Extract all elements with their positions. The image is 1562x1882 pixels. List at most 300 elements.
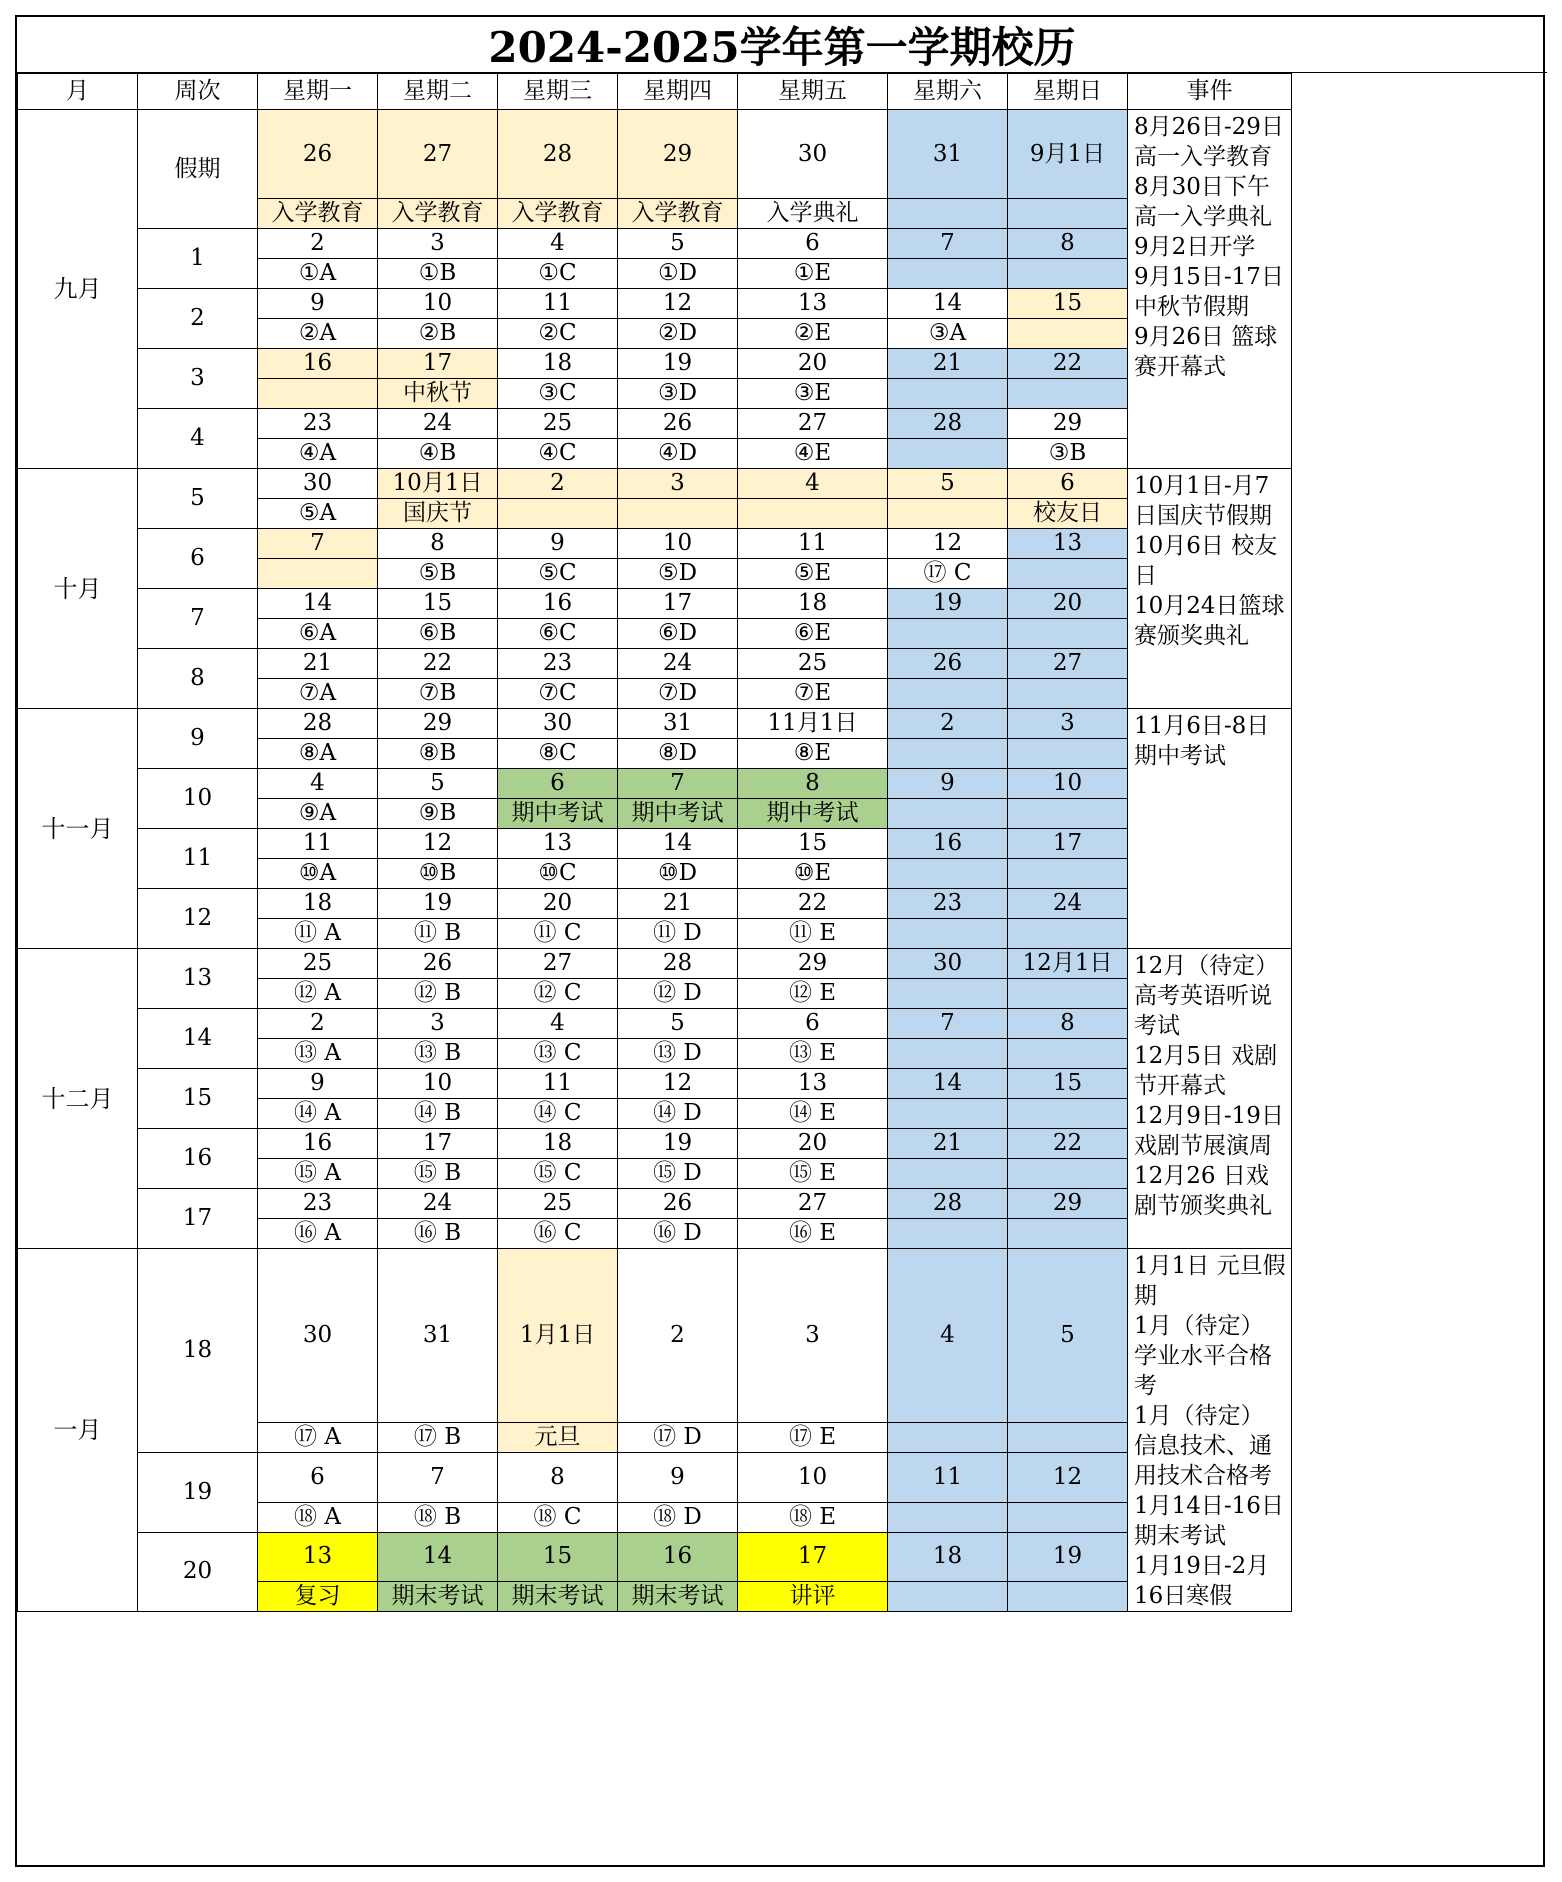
- day-date: 26: [618, 409, 738, 439]
- day-date: 9: [888, 769, 1008, 799]
- day-date: 7: [888, 1009, 1008, 1039]
- day-date: 12: [1008, 1453, 1128, 1503]
- day-note: ⑰ D: [618, 1423, 738, 1453]
- day-date: 28: [888, 409, 1008, 439]
- day-note: [1008, 739, 1128, 769]
- day-date: 25: [498, 1189, 618, 1219]
- day-note: [888, 379, 1008, 409]
- month-events: [1128, 949, 1292, 1249]
- day-note: ⑥D: [618, 619, 738, 649]
- day-date: 1月1日: [498, 1249, 618, 1423]
- day-date: 10: [378, 289, 498, 319]
- day-note: [888, 799, 1008, 829]
- day-note: [888, 679, 1008, 709]
- day-note: ⑭ C: [498, 1099, 618, 1129]
- day-note: ⑪ E: [738, 919, 888, 949]
- day-date: 29: [1008, 409, 1128, 439]
- day-date: 21: [888, 349, 1008, 379]
- day-date: 18: [498, 1129, 618, 1159]
- day-note: ⑥E: [738, 619, 888, 649]
- day-date: 26: [888, 649, 1008, 679]
- day-note: [1008, 979, 1128, 1009]
- day-date: 6: [738, 1009, 888, 1039]
- month-events: [1128, 1249, 1292, 1612]
- day-date: 25: [738, 649, 888, 679]
- calendar-body: [18, 110, 1292, 1612]
- week-date-row: [18, 1249, 1292, 1423]
- day-date: 27: [738, 1189, 888, 1219]
- day-note: 入学教育: [258, 199, 378, 229]
- header-thu: 星期四: [618, 74, 738, 110]
- week-date-row: [18, 229, 1292, 259]
- week-label: 6: [138, 529, 258, 589]
- day-note: [1008, 679, 1128, 709]
- day-date: 13: [738, 289, 888, 319]
- day-note: [1008, 919, 1128, 949]
- day-note: ②C: [498, 319, 618, 349]
- week-date-row: [18, 529, 1292, 559]
- day-date: 23: [888, 889, 1008, 919]
- day-note: ③C: [498, 379, 618, 409]
- day-note: ⑫ E: [738, 979, 888, 1009]
- day-note: ③A: [888, 319, 1008, 349]
- day-note: ④B: [378, 439, 498, 469]
- day-note: ⑤B: [378, 559, 498, 589]
- day-date: 28: [258, 709, 378, 739]
- day-date: 30: [738, 110, 888, 199]
- day-date: 29: [738, 949, 888, 979]
- day-note: ⑥C: [498, 619, 618, 649]
- day-date: 27: [378, 110, 498, 199]
- day-date: 11: [888, 1453, 1008, 1503]
- day-note: ⑯ D: [618, 1219, 738, 1249]
- day-note: ⑤A: [258, 499, 378, 529]
- page-title: 2024-2025学年第一学期校历: [17, 17, 1547, 73]
- day-note: ⑦D: [618, 679, 738, 709]
- day-date: 13: [498, 829, 618, 859]
- day-date: 12: [618, 289, 738, 319]
- day-note: ⑱ C: [498, 1502, 618, 1532]
- day-note: ⑧C: [498, 739, 618, 769]
- week-date-row: [18, 289, 1292, 319]
- day-date: 29: [1008, 1189, 1128, 1219]
- day-date: 2: [498, 469, 618, 499]
- day-note: 入学教育: [378, 199, 498, 229]
- day-note: ④E: [738, 439, 888, 469]
- week-date-row: [18, 1532, 1292, 1582]
- day-date: 7: [378, 1453, 498, 1503]
- day-note: ⑪ D: [618, 919, 738, 949]
- event-item: 10月6日 校友日: [1134, 533, 1278, 589]
- day-date: 21: [888, 1129, 1008, 1159]
- event-item: 1月（待定） 学业水平合格考: [1134, 1313, 1272, 1399]
- day-note: ⑫ A: [258, 979, 378, 1009]
- week-date-row: [18, 1453, 1292, 1503]
- day-note: ⑱ B: [378, 1502, 498, 1532]
- day-note: 期中考试: [738, 799, 888, 829]
- day-date: 6: [498, 769, 618, 799]
- day-note: ⑧D: [618, 739, 738, 769]
- day-note: [888, 979, 1008, 1009]
- day-date: 6: [738, 229, 888, 259]
- week-label: 18: [138, 1249, 258, 1453]
- day-date: 8: [1008, 229, 1128, 259]
- week-label: 8: [138, 649, 258, 709]
- day-date: 4: [498, 229, 618, 259]
- day-note: ⑥A: [258, 619, 378, 649]
- day-note: [1008, 319, 1128, 349]
- day-date: 17: [618, 589, 738, 619]
- event-item: 12月5日 戏剧节开幕式: [1134, 1043, 1278, 1099]
- day-note: ⑤D: [618, 559, 738, 589]
- day-note: [888, 1582, 1008, 1612]
- day-note: ⑫ B: [378, 979, 498, 1009]
- day-note: ⑮ A: [258, 1159, 378, 1189]
- week-label: 13: [138, 949, 258, 1009]
- day-note: ⑨A: [258, 799, 378, 829]
- header-row: [18, 74, 1292, 110]
- day-note: ⑭ A: [258, 1099, 378, 1129]
- day-note: [1008, 1039, 1128, 1069]
- event-item: 8月30日下午 高一入学典礼: [1134, 174, 1272, 230]
- day-date: 24: [618, 649, 738, 679]
- day-date: 13: [1008, 529, 1128, 559]
- day-date: 3: [378, 1009, 498, 1039]
- day-date: 20: [738, 349, 888, 379]
- event-item: 10月1日-月7日国庆节假期: [1134, 473, 1272, 529]
- day-date: 16: [618, 1532, 738, 1582]
- day-note: 期中考试: [498, 799, 618, 829]
- day-note: ⑧B: [378, 739, 498, 769]
- day-date: 15: [1008, 289, 1128, 319]
- month-label: 十一月: [18, 709, 138, 949]
- day-date: 16: [258, 1129, 378, 1159]
- event-item: 1月（待定） 信息技术、通用技术合格考: [1134, 1403, 1272, 1489]
- day-note: ⑯ C: [498, 1219, 618, 1249]
- day-date: 2: [618, 1249, 738, 1423]
- day-note: [888, 1219, 1008, 1249]
- day-date: 15: [738, 829, 888, 859]
- day-date: 4: [498, 1009, 618, 1039]
- day-note: [888, 1423, 1008, 1453]
- day-note: ⑮ E: [738, 1159, 888, 1189]
- day-date: 5: [618, 229, 738, 259]
- day-note: ⑫ D: [618, 979, 738, 1009]
- event-item: 11月6日-8日 期中考试: [1134, 713, 1270, 769]
- day-note: [888, 259, 1008, 289]
- day-note: 期末考试: [378, 1582, 498, 1612]
- day-date: 24: [378, 409, 498, 439]
- day-date: 12: [618, 1069, 738, 1099]
- day-date: 5: [888, 469, 1008, 499]
- month-label: 九月: [18, 110, 138, 469]
- day-note: ⑬ A: [258, 1039, 378, 1069]
- day-note: ③B: [1008, 439, 1128, 469]
- week-date-row: [18, 589, 1292, 619]
- day-note: ⑧E: [738, 739, 888, 769]
- day-note: [1008, 619, 1128, 649]
- day-date: 9: [498, 529, 618, 559]
- week-label: 19: [138, 1453, 258, 1533]
- event-item: 1月14日-16日 期末考试: [1134, 1493, 1284, 1549]
- day-date: 21: [258, 649, 378, 679]
- day-note: 入学教育: [618, 199, 738, 229]
- day-date: 29: [618, 110, 738, 199]
- day-note: ①A: [258, 259, 378, 289]
- day-date: 9月1日: [1008, 110, 1128, 199]
- header-mon: 星期一: [258, 74, 378, 110]
- day-date: 13: [258, 1532, 378, 1582]
- header-month: 月: [18, 74, 138, 110]
- day-note: ①B: [378, 259, 498, 289]
- day-date: 28: [888, 1189, 1008, 1219]
- day-date: 4: [888, 1249, 1008, 1423]
- event-item: 10月24日篮球赛颁奖典礼: [1134, 593, 1285, 649]
- day-note: ⑦A: [258, 679, 378, 709]
- day-date: 27: [738, 409, 888, 439]
- day-date: 28: [618, 949, 738, 979]
- day-note: ⑩C: [498, 859, 618, 889]
- day-date: 19: [618, 349, 738, 379]
- day-note: [888, 1502, 1008, 1532]
- day-date: 8: [1008, 1009, 1128, 1039]
- day-date: 20: [1008, 589, 1128, 619]
- day-date: 17: [738, 1532, 888, 1582]
- day-note: ⑤E: [738, 559, 888, 589]
- day-date: 23: [258, 409, 378, 439]
- day-note: [888, 619, 1008, 649]
- day-date: 9: [258, 289, 378, 319]
- day-note: ⑪ A: [258, 919, 378, 949]
- day-note: 入学典礼: [738, 199, 888, 229]
- day-note: ③D: [618, 379, 738, 409]
- week-label: 3: [138, 349, 258, 409]
- day-note: ⑭ D: [618, 1099, 738, 1129]
- event-item: 12月26 日戏剧节颁奖典礼: [1134, 1163, 1272, 1219]
- day-date: 6: [258, 1453, 378, 1503]
- day-note: [888, 199, 1008, 229]
- day-date: 30: [888, 949, 1008, 979]
- day-date: 22: [1008, 349, 1128, 379]
- day-date: 19: [888, 589, 1008, 619]
- day-note: 元旦: [498, 1423, 618, 1453]
- day-note: ①E: [738, 259, 888, 289]
- week-label: 10: [138, 769, 258, 829]
- day-note: ⑬ E: [738, 1039, 888, 1069]
- day-date: 10: [738, 1453, 888, 1503]
- day-note: ⑱ D: [618, 1502, 738, 1532]
- day-date: 27: [1008, 649, 1128, 679]
- week-label: 17: [138, 1189, 258, 1249]
- day-note: 入学教育: [498, 199, 618, 229]
- day-note: [1008, 1502, 1128, 1532]
- day-date: 31: [618, 709, 738, 739]
- day-note: ⑰ E: [738, 1423, 888, 1453]
- header-wed: 星期三: [498, 74, 618, 110]
- day-note: ⑫ C: [498, 979, 618, 1009]
- day-date: 30: [258, 1249, 378, 1423]
- day-date: 3: [1008, 709, 1128, 739]
- day-date: 15: [378, 589, 498, 619]
- day-date: 2: [258, 1009, 378, 1039]
- day-note: ⑰ A: [258, 1423, 378, 1453]
- day-date: 5: [618, 1009, 738, 1039]
- week-date-row: [18, 709, 1292, 739]
- day-note: ②E: [738, 319, 888, 349]
- day-date: 26: [378, 949, 498, 979]
- day-date: 17: [378, 349, 498, 379]
- day-note: [258, 559, 378, 589]
- day-date: 31: [888, 110, 1008, 199]
- day-date: 20: [738, 1129, 888, 1159]
- day-note: ⑭ E: [738, 1099, 888, 1129]
- day-note: ⑮ C: [498, 1159, 618, 1189]
- day-note: ⑨B: [378, 799, 498, 829]
- day-date: 8: [738, 769, 888, 799]
- day-note: 期末考试: [618, 1582, 738, 1612]
- day-note: ②D: [618, 319, 738, 349]
- week-label: 15: [138, 1069, 258, 1129]
- day-date: 11: [258, 829, 378, 859]
- week-label: 7: [138, 589, 258, 649]
- day-date: 28: [498, 110, 618, 199]
- day-date: 19: [1008, 1532, 1128, 1582]
- day-note: ⑭ B: [378, 1099, 498, 1129]
- day-note: ⑬ C: [498, 1039, 618, 1069]
- day-date: 27: [498, 949, 618, 979]
- day-note: ⑬ B: [378, 1039, 498, 1069]
- day-date: 18: [888, 1532, 1008, 1582]
- week-label: 2: [138, 289, 258, 349]
- week-date-row: [18, 649, 1292, 679]
- day-note: ⑤C: [498, 559, 618, 589]
- day-date: 6: [1008, 469, 1128, 499]
- day-note: [1008, 859, 1128, 889]
- header-fri: 星期五: [738, 74, 888, 110]
- event-item: 12月9日-19日 戏剧节展演周: [1134, 1103, 1284, 1159]
- day-date: 10月1日: [378, 469, 498, 499]
- day-note: [738, 499, 888, 529]
- day-date: 15: [1008, 1069, 1128, 1099]
- header-tue: 星期二: [378, 74, 498, 110]
- event-item: 1月19日-2月16日寒假: [1134, 1553, 1270, 1609]
- day-date: 18: [258, 889, 378, 919]
- week-date-row: [18, 469, 1292, 499]
- day-date: 14: [888, 1069, 1008, 1099]
- day-note: ⑩E: [738, 859, 888, 889]
- event-item: 9月2日开学: [1134, 234, 1256, 260]
- day-note: ③E: [738, 379, 888, 409]
- event-item: 9月15日-17日 中秋节假期: [1134, 264, 1284, 320]
- event-item: 8月26日-29日 高一入学教育: [1134, 114, 1284, 170]
- day-note: 讲评: [738, 1582, 888, 1612]
- day-note: [618, 499, 738, 529]
- day-note: [1008, 199, 1128, 229]
- day-note: ⑦B: [378, 679, 498, 709]
- day-date: 15: [498, 1532, 618, 1582]
- day-note: ⑮ B: [378, 1159, 498, 1189]
- day-note: [888, 1099, 1008, 1129]
- day-date: 11: [738, 529, 888, 559]
- day-note: 国庆节: [378, 499, 498, 529]
- day-date: 19: [618, 1129, 738, 1159]
- day-note: ⑱ E: [738, 1502, 888, 1532]
- day-note: 中秋节: [378, 379, 498, 409]
- month-events: [1128, 110, 1292, 469]
- day-date: 24: [1008, 889, 1128, 919]
- day-note: ⑦E: [738, 679, 888, 709]
- day-date: 11: [498, 289, 618, 319]
- day-note: [888, 919, 1008, 949]
- day-date: 4: [258, 769, 378, 799]
- day-note: [258, 379, 378, 409]
- week-date-row: [18, 1189, 1292, 1219]
- event-item: 1月1日 元旦假期: [1134, 1253, 1286, 1309]
- day-date: 23: [498, 649, 618, 679]
- day-note: ④D: [618, 439, 738, 469]
- day-note: 期末考试: [498, 1582, 618, 1612]
- header-sun: 星期日: [1008, 74, 1128, 110]
- header-week: 周次: [138, 74, 258, 110]
- day-note: ⑮ D: [618, 1159, 738, 1189]
- day-note: ⑪ C: [498, 919, 618, 949]
- day-date: 29: [378, 709, 498, 739]
- day-date: 12: [378, 829, 498, 859]
- day-date: 10: [1008, 769, 1128, 799]
- day-date: 25: [498, 409, 618, 439]
- day-note: [1008, 1423, 1128, 1453]
- day-note: [1008, 1159, 1128, 1189]
- week-date-row: [18, 949, 1292, 979]
- day-date: 25: [258, 949, 378, 979]
- day-date: 22: [738, 889, 888, 919]
- day-date: 2: [258, 229, 378, 259]
- day-date: 17: [1008, 829, 1128, 859]
- event-item: 12月（待定） 高考英语听说考试: [1134, 953, 1279, 1039]
- day-date: 5: [378, 769, 498, 799]
- day-date: 16: [888, 829, 1008, 859]
- day-date: 12月1日: [1008, 949, 1128, 979]
- day-note: ⑪ B: [378, 919, 498, 949]
- day-date: 24: [378, 1189, 498, 1219]
- day-note: [1008, 1582, 1128, 1612]
- day-date: 3: [738, 1249, 888, 1423]
- week-label: 14: [138, 1009, 258, 1069]
- day-date: 10: [378, 1069, 498, 1099]
- day-note: [888, 499, 1008, 529]
- day-date: 7: [618, 769, 738, 799]
- day-note: 校友日: [1008, 499, 1128, 529]
- month-label: 十二月: [18, 949, 138, 1249]
- day-date: 8: [498, 1453, 618, 1503]
- day-date: 14: [618, 829, 738, 859]
- day-date: 7: [888, 229, 1008, 259]
- day-note: [888, 859, 1008, 889]
- day-date: 22: [1008, 1129, 1128, 1159]
- week-label: 12: [138, 889, 258, 949]
- day-note: [888, 1039, 1008, 1069]
- header-events: 事件: [1128, 74, 1292, 110]
- calendar-table: [17, 73, 1292, 1612]
- day-note: [888, 739, 1008, 769]
- header-sat: 星期六: [888, 74, 1008, 110]
- day-note: ⑥B: [378, 619, 498, 649]
- day-note: [1008, 1219, 1128, 1249]
- day-note: ⑯ B: [378, 1219, 498, 1249]
- week-date-row: [18, 769, 1292, 799]
- day-date: 21: [618, 889, 738, 919]
- week-label: 1: [138, 229, 258, 289]
